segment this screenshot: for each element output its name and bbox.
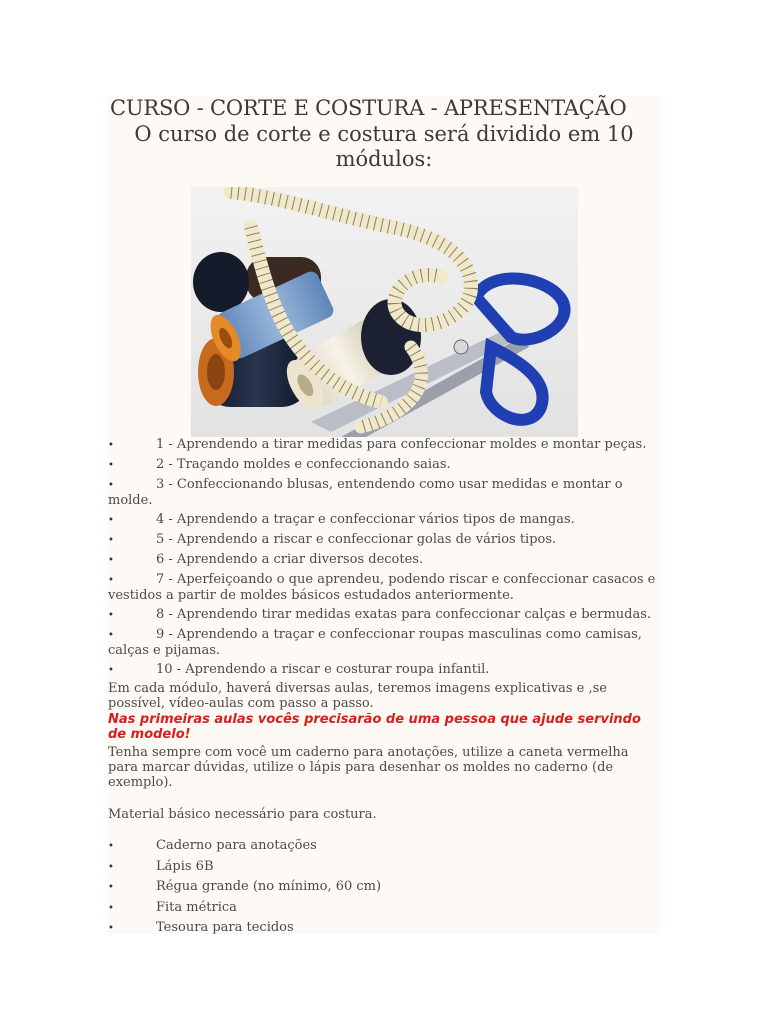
bullet: •: [108, 535, 114, 546]
list-item-text: 8 - Aprendendo tirar medidas exatas para confeccionar calças e bermudas.: [156, 607, 652, 622]
list-item-text: 4 - Aprendendo a traçar e confeccionar vários tipos de mangas.: [156, 512, 575, 527]
list-item-text: Lápis 6B: [156, 858, 214, 874]
sewing-supplies-photo: [191, 187, 578, 437]
bullet: •: [108, 665, 114, 676]
bullet: •: [108, 841, 114, 852]
list-item: [108, 552, 660, 568]
modules-list: [108, 437, 660, 682]
bullet: •: [108, 480, 114, 491]
list-item: [108, 900, 660, 916]
intro-paragraph: Em cada módulo, haverá diversas aulas, teremos imagens explicativas e ,se possível, vídeo-aulas com passo a passo.: [108, 681, 607, 711]
list-item-text: 3 - Confeccionando blusas, entendendo como usar medidas e montar o molde.: [108, 477, 623, 508]
list-item: [108, 879, 660, 895]
list-item-text: Fita métrica: [156, 899, 237, 915]
bullet: •: [108, 555, 114, 566]
list-item-text: 9 - Aprendendo a traçar e confeccionar roupas masculinas como camisas, calças e pijamas.: [108, 627, 642, 658]
subtitle-line: módulos:: [335, 147, 433, 171]
list-item-text: 6 - Aprendendo a criar diversos decotes.: [156, 552, 424, 567]
list-item-text: 2 - Traçando moldes e confeccionando saias.: [156, 457, 451, 472]
bullet: •: [108, 460, 114, 471]
list-item: [108, 627, 660, 658]
list-item: [108, 838, 660, 854]
materials-heading: Material básico necessário para costura.: [108, 807, 377, 822]
list-item-text: 1 - Aprendendo a tirar medidas para confeccionar moldes e montar peças.: [156, 437, 647, 452]
list-item: [108, 512, 660, 528]
materials-list: [108, 838, 660, 941]
bullet: •: [108, 923, 114, 934]
notes-paragraph: Tenha sempre com você um caderno para anotações, utilize a caneta vermelha para marcar dúvidas, utilize o lápis para desenhar os moldes no caderno (de exemplo).: [108, 745, 629, 790]
bullet: •: [108, 861, 114, 873]
page-title: CURSO - CORTE E COSTURA - APRESENTAÇÃO: [110, 96, 627, 120]
list-item: [108, 477, 660, 508]
list-item-text: 10 - Aprendendo a riscar e costurar roupa infantil.: [156, 662, 490, 677]
bullet: •: [108, 575, 114, 586]
list-item: [108, 920, 660, 936]
list-item: [108, 532, 660, 548]
list-item-text: Caderno para anotações: [156, 838, 317, 853]
list-item: [108, 859, 660, 875]
list-item-text: 5 - Aprendendo a riscar e confeccionar golas de vários tipos.: [156, 532, 557, 547]
list-item-text: Tesoura para tecidos: [156, 920, 294, 935]
list-item: [108, 457, 660, 473]
list-item: [108, 607, 660, 623]
bullet: •: [108, 440, 114, 451]
bullet: •: [108, 882, 114, 893]
subtitle-line: O curso de corte e costura será dividido em 10: [134, 122, 634, 146]
list-item: [108, 662, 660, 678]
list-item-text: 7 - Aperfeiçoando o que aprendeu, podendo riscar e confeccionar casacos e vestidos a partir de moldes básicos estudados anteriormente.: [108, 572, 656, 603]
list-item-text: Régua grande (no mínimo, 60 cm): [156, 879, 382, 894]
list-item: [108, 437, 660, 453]
bullet: •: [108, 902, 114, 914]
list-item: [108, 572, 660, 603]
highlight-note: Nas primeiras aulas vocês precisarão de uma pessoa que ajude servindo de modelo!: [108, 712, 641, 742]
bullet: •: [108, 610, 114, 621]
bullet: •: [108, 515, 114, 526]
page-subtitle: [108, 122, 660, 172]
bullet: •: [108, 630, 114, 641]
document-page: [108, 96, 660, 934]
